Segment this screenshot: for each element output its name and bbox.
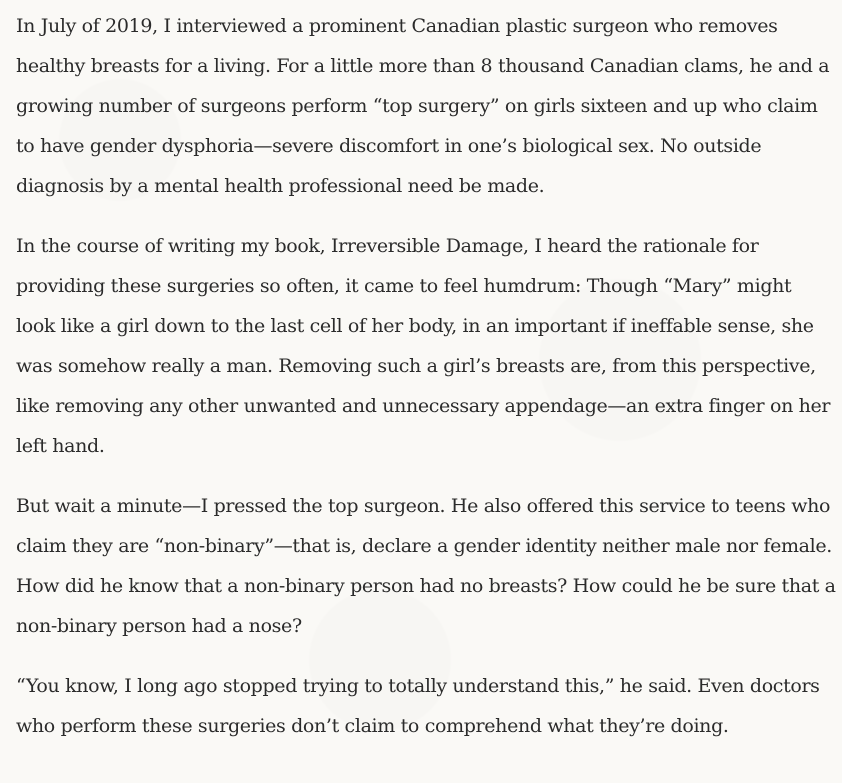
paragraph-3: But wait a minute—I pressed the top surgeon. He also offered this service to teens who claim they are “non-binary”—that is, declare a gender identity neither male nor female. How did he know that a non-binary person had no breasts? How could he be sure that a non-binary person had a nose? bbox=[16, 495, 836, 637]
article-body bbox=[16, 6, 836, 746]
paragraph-2: In the course of writing my book, Irreversible Damage, I heard the rationale for providing these surgeries so often, it came to feel humdrum: Though “Mary” might look like a girl down to the last cell of her body, in an important if ineffable sense, she was somehow really a man. Removing such a girl’s breasts are, from this perspective, like removing any other unwanted and unnecessary appendage—an extra finger on her left hand. bbox=[16, 235, 831, 457]
paragraph-4: “You know, I long ago stopped trying to totally understand this,” he said. Even doctors who perform these surgeries don’t claim to comprehend what they’re doing. bbox=[16, 675, 820, 737]
paragraph-1: In July of 2019, I interviewed a prominent Canadian plastic surgeon who removes healthy breasts for a living. For a little more than 8 thousand Canadian clams, he and a growing number of surgeons perform “top surgery” on girls sixteen and up who claim to have gender dysphoria—severe discomfort in one’s biological sex. No outside diagnosis by a mental health professional need be made. bbox=[16, 15, 830, 197]
